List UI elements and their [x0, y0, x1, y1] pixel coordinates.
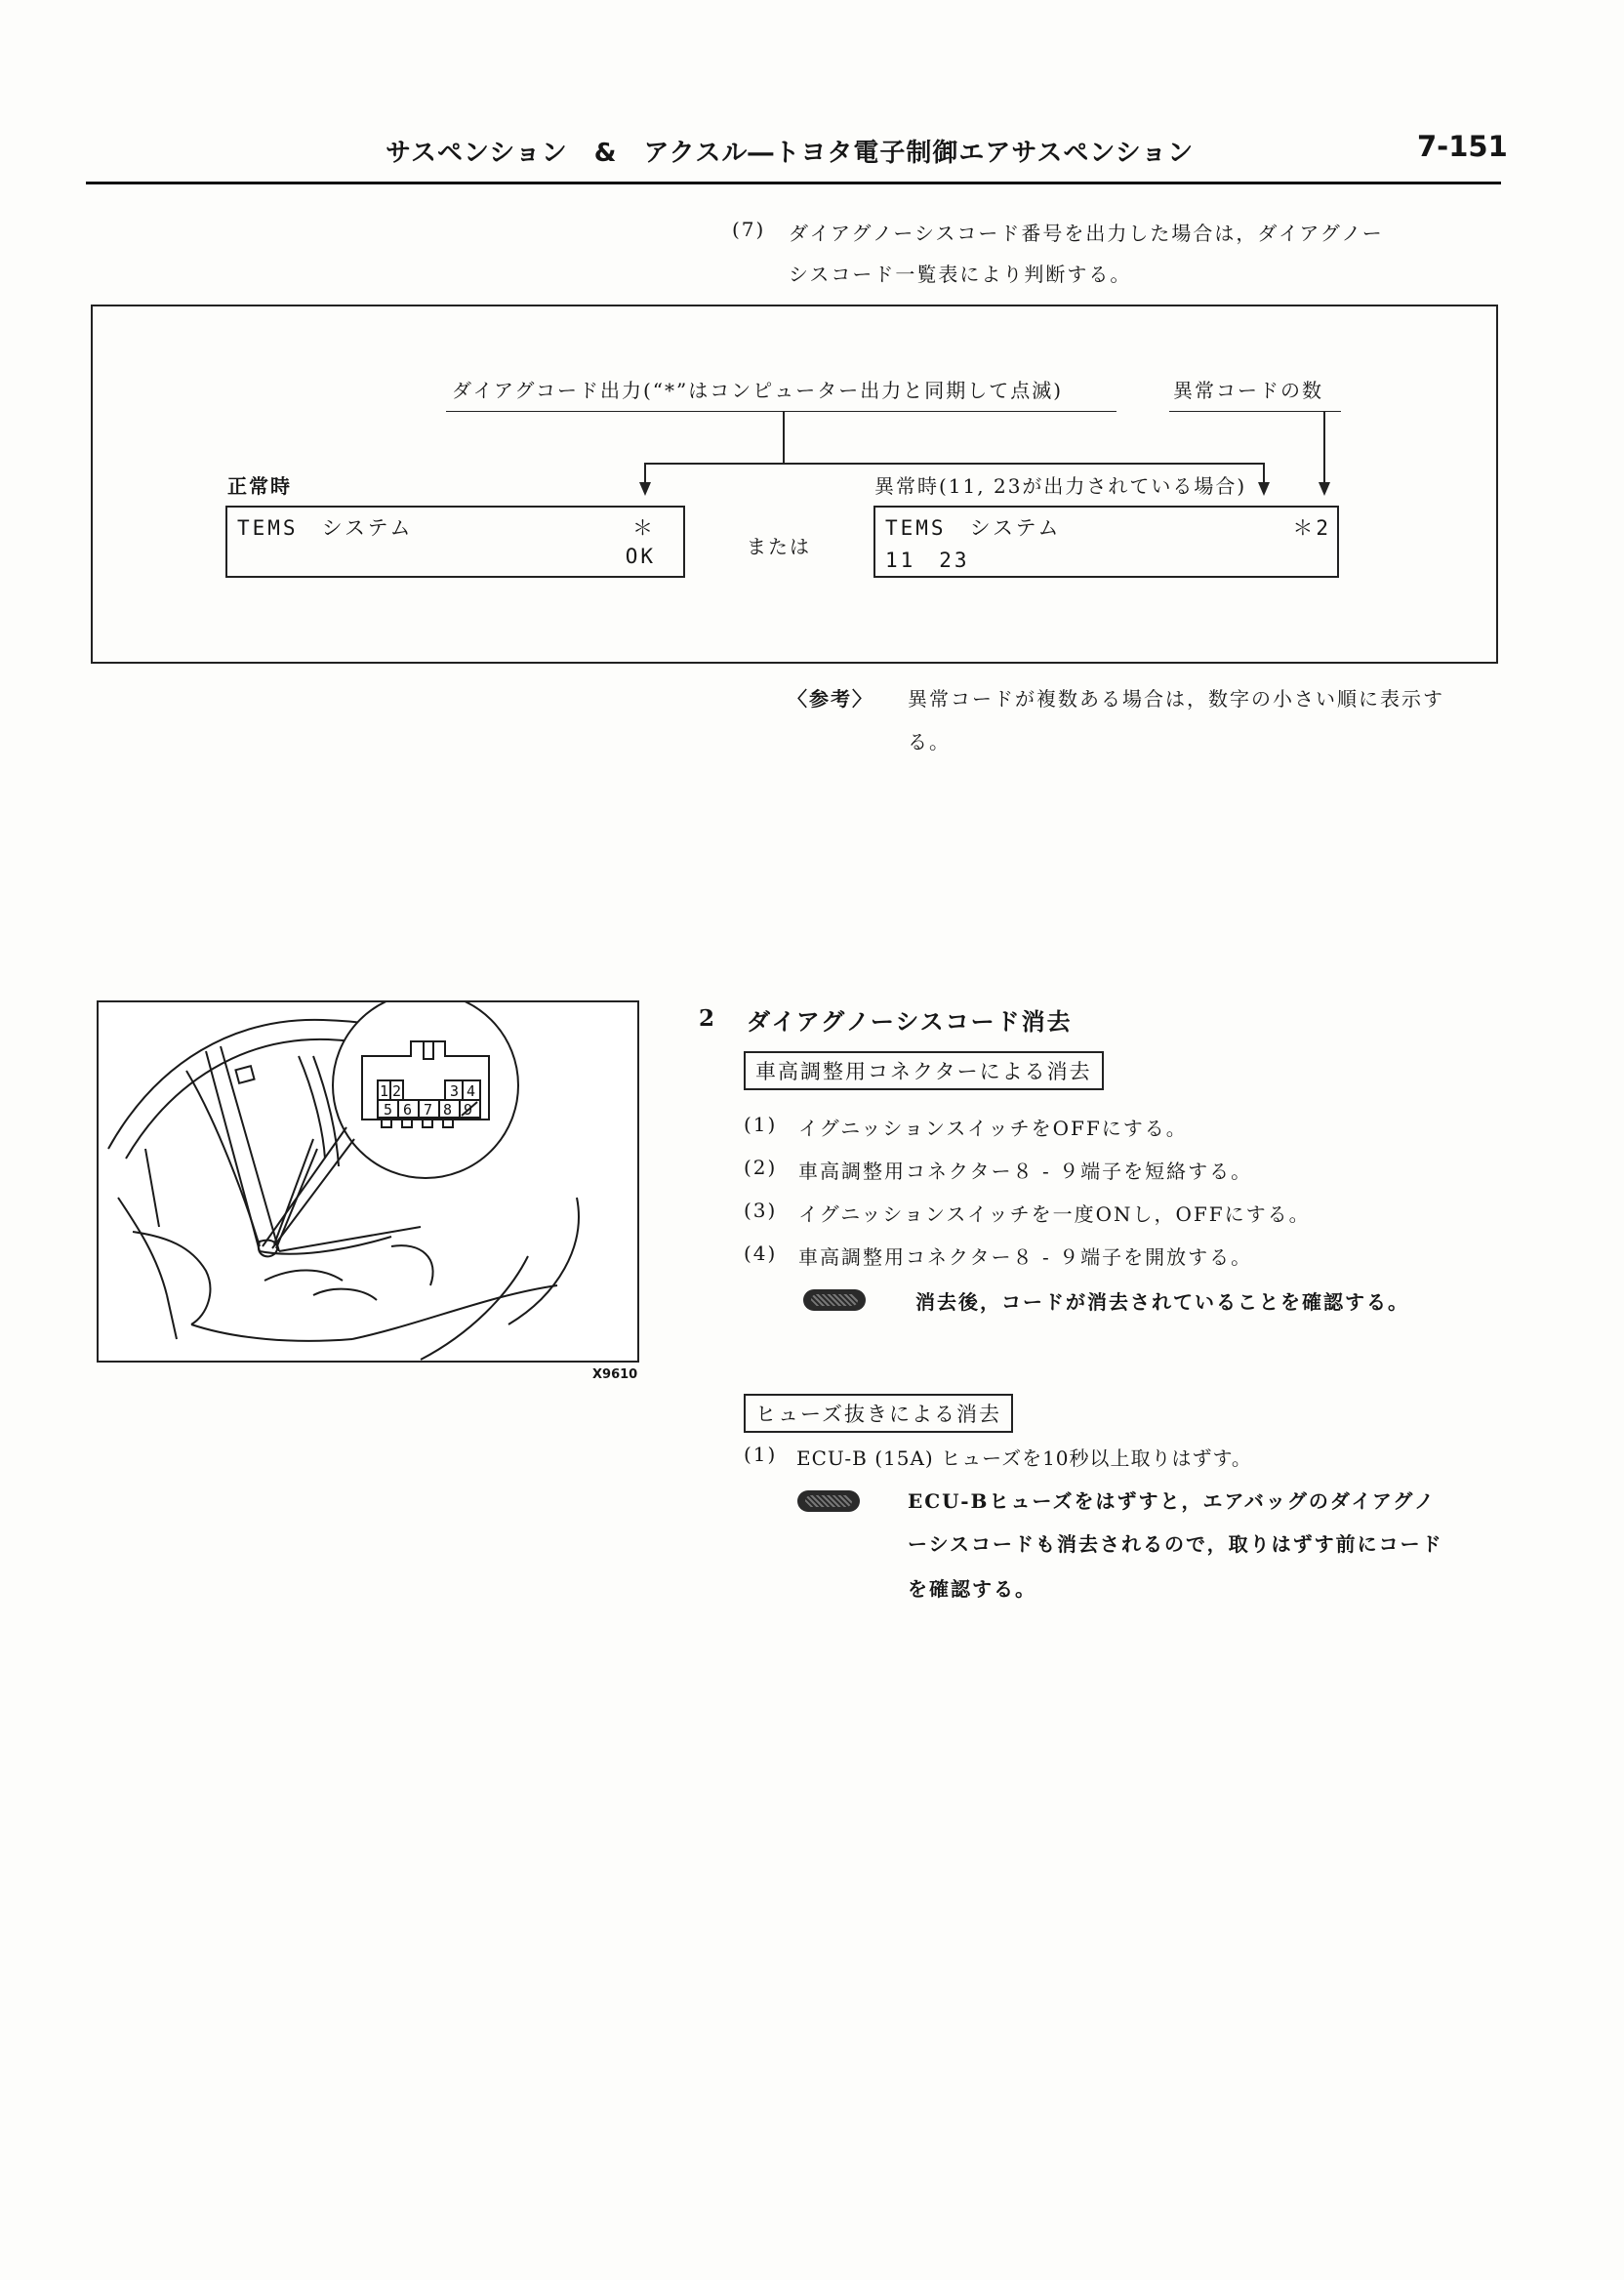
page-number: 7-151 — [1417, 130, 1508, 163]
abnormal-count-label: 異常コードの数 — [1173, 379, 1323, 402]
vehicle-illustration — [99, 1002, 637, 1361]
header-title: サスペンション & アクスル―トヨタ電子制御エアサスペンション — [386, 139, 1195, 168]
connector-location-figure — [97, 1000, 639, 1363]
normal-display-ok: OK — [625, 545, 656, 568]
diag-output-label: ダイアグコード出力(“*”はコンピューター出力と同期して点滅) — [452, 379, 1064, 402]
method1-heading: 車高調整用コネクターによる消去 — [744, 1051, 1104, 1090]
section-number: 2 — [699, 1005, 717, 1032]
method1-step-num: (1) — [744, 1113, 778, 1136]
connector-pin-label: 6 — [403, 1101, 413, 1119]
diag-output-underline — [446, 411, 1116, 412]
connector-line — [644, 463, 1265, 465]
method2-step-text: ECU-B (15A) ヒューズを10秒以上取りはずす。 — [796, 1446, 1252, 1470]
reference-line2: る。 — [908, 730, 951, 753]
method2-note-line3: を確認する。 — [908, 1577, 1036, 1601]
method2-heading: ヒューズ抜きによる消去 — [744, 1394, 1013, 1433]
normal-label: 正常時 — [227, 474, 292, 498]
connector-line — [1323, 412, 1325, 484]
normal-display — [225, 506, 685, 578]
connector-pin-label: 8 — [443, 1101, 453, 1119]
method1-step-text: 車高調整用コネクター８ - ９端子を開放する。 — [798, 1245, 1253, 1269]
caution-badge-icon — [803, 1289, 866, 1311]
connector-pin-label: 2 — [392, 1082, 402, 1100]
abnormal-display-codes: 11 23 — [885, 549, 970, 572]
display-diagram — [91, 305, 1498, 664]
section-title: ダイアグノーシスコード消去 — [747, 1007, 1073, 1036]
method2-step-num: (1) — [744, 1443, 778, 1466]
connector-line — [1263, 463, 1265, 484]
connector-line — [644, 463, 646, 484]
step-text-line2: シスコード一覧表により判断する。 — [789, 263, 1132, 286]
method1-note: 消去後，コードが消去されていることを確認する。 — [915, 1290, 1409, 1314]
header-rule — [86, 182, 1501, 184]
abnormal-display-count: ＊2 — [1292, 516, 1331, 540]
connector-pin-label: 4 — [467, 1082, 476, 1100]
caution-badge-icon — [797, 1490, 860, 1512]
or-label: または — [747, 535, 811, 558]
abnormal-display — [873, 506, 1339, 578]
reference-tag: 〈参考〉 — [788, 687, 873, 711]
method1-step-text: 車高調整用コネクター８ - ９端子を短絡する。 — [798, 1160, 1253, 1183]
method1-step-num: (2) — [744, 1156, 778, 1179]
step-text-line1: ダイアグノーシスコード番号を出力した場合は，ダイアグノー — [789, 222, 1384, 245]
abnormal-label: 異常時(11, 23が出力されている場合) — [874, 474, 1247, 498]
method1-step-num: (3) — [744, 1199, 778, 1222]
method1-step-text: イグニッションスイッチを一度ONし，OFFにする。 — [798, 1202, 1311, 1226]
normal-display-asterisk: ＊ — [632, 516, 656, 540]
abnormal-display-line1: TEMS システム — [885, 516, 1062, 540]
connector-pin-label: 1 — [380, 1082, 389, 1100]
arrow-down-icon — [1319, 482, 1330, 496]
method1-step-text: イグニッションスイッチをOFFにする。 — [798, 1117, 1188, 1140]
connector-pin-label: 9 — [464, 1101, 473, 1119]
arrow-down-icon — [1258, 482, 1270, 496]
method2-note-line1: ECU-Bヒューズをはずすと，エアバッグのダイアグノ — [908, 1489, 1436, 1513]
arrow-down-icon — [639, 482, 651, 496]
connector-pin-label: 3 — [450, 1082, 460, 1100]
method2-note-line2: ーシスコードも消去されるので，取りはずす前にコード — [908, 1532, 1443, 1556]
method1-step-num: (4) — [744, 1242, 778, 1265]
reference-line1: 異常コードが複数ある場合は，数字の小さい順に表示す — [908, 687, 1444, 711]
connector-pin-label: 5 — [384, 1101, 393, 1119]
abnormal-count-underline — [1169, 411, 1341, 412]
connector-pin-label: 7 — [424, 1101, 433, 1119]
step-number: (7) — [732, 218, 766, 241]
normal-display-line1: TEMS システム — [237, 516, 414, 540]
connector-line — [783, 412, 785, 463]
figure-caption: X9610 — [592, 1367, 638, 1382]
